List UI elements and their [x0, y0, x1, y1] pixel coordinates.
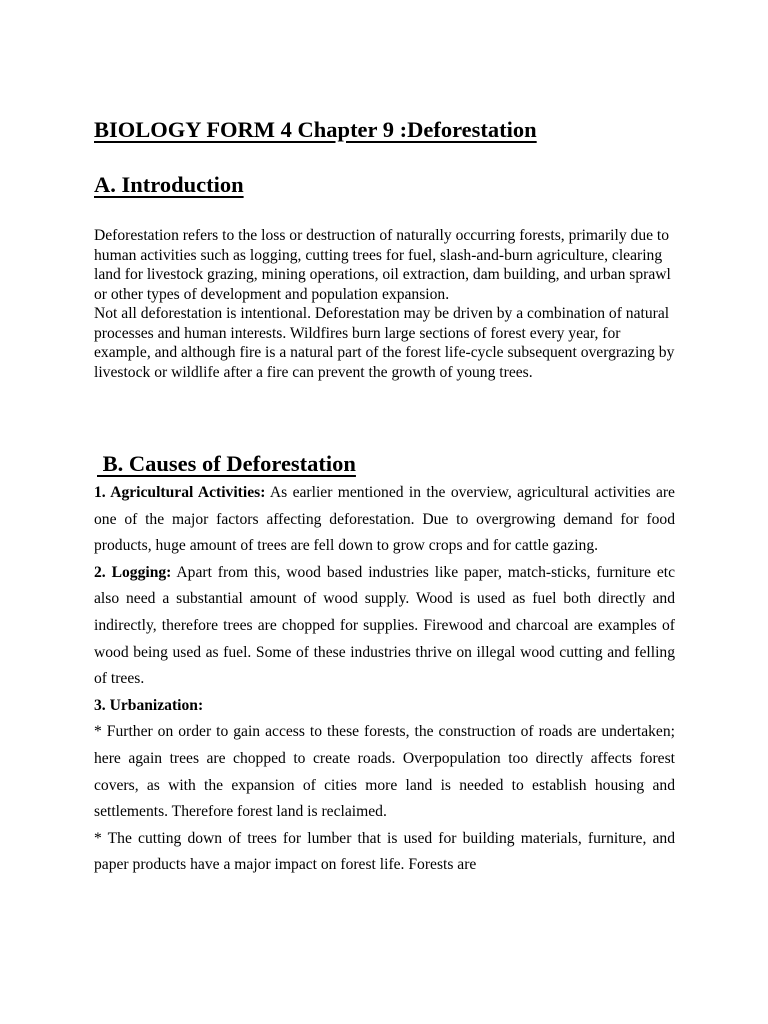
- cause-logging-text: Apart from this, wood based industries like paper, match-sticks, furniture etc also need a substantial amount of wood supply. Wood is used as fuel both directly and indirectly, therefore trees are chopped for supplies. Firewood and charcoal are examples of wood being used as fuel. Some of these industries thrive on illegal wood cutting and felling of trees.: [94, 563, 675, 688]
- causes-body: [94, 480, 675, 879]
- causes-heading: B. Causes of Deforestation: [97, 451, 356, 476]
- cause-agricultural: [94, 480, 675, 560]
- document-title: BIOLOGY FORM 4 Chapter 9 :Deforestation: [94, 117, 537, 142]
- cause-urbanization-label: 3. Urbanization:: [94, 696, 204, 714]
- introduction-body: [94, 226, 675, 382]
- cause-logging: [94, 560, 675, 693]
- cause-agricultural-text: As earlier mentioned in the overview, agricultural activities are one of the major factors affecting deforestation. Due to overgrowing demand for food products, huge amount of trees are fell down to grow crops and for cattle gazing.: [94, 484, 675, 555]
- urbanization-point: * The cutting down of trees for lumber that is used for building materials, furniture, and paper products have a major impact on forest life. Forests are: [94, 829, 675, 874]
- introduction-paragraph: Not all deforestation is intentional. Deforestation may be driven by a combination of natural processes and human interests. Wildfires burn large sections of forest every year, for example, and although fire is a natural part of the forest life-cycle subsequent overgrazing by livestock or wildlife after a fire can prevent the growth of young trees.: [94, 305, 675, 381]
- introduction-paragraph: Deforestation refers to the loss or destruction of naturally occurring forests, primarily due to human activities such as logging, cutting trees for fuel, slash-and-burn agriculture, clearing land for livestock grazing, mining operations, oil extraction, dam building, and urban sprawl or other types of development and population expansion.: [94, 227, 671, 303]
- introduction-heading: A. Introduction: [94, 172, 244, 197]
- cause-logging-label: 2. Logging:: [94, 563, 172, 581]
- cause-agricultural-label: 1. Agricultural Activities:: [94, 484, 266, 501]
- urbanization-point: * Further on order to gain access to these forests, the construction of roads are undertaken; here again trees are chopped to create roads. Overpopulation too directly affects forest covers, as with the expansion of cities more land is needed to establish housing and settlements. Therefore forest land is reclaimed.: [94, 723, 675, 821]
